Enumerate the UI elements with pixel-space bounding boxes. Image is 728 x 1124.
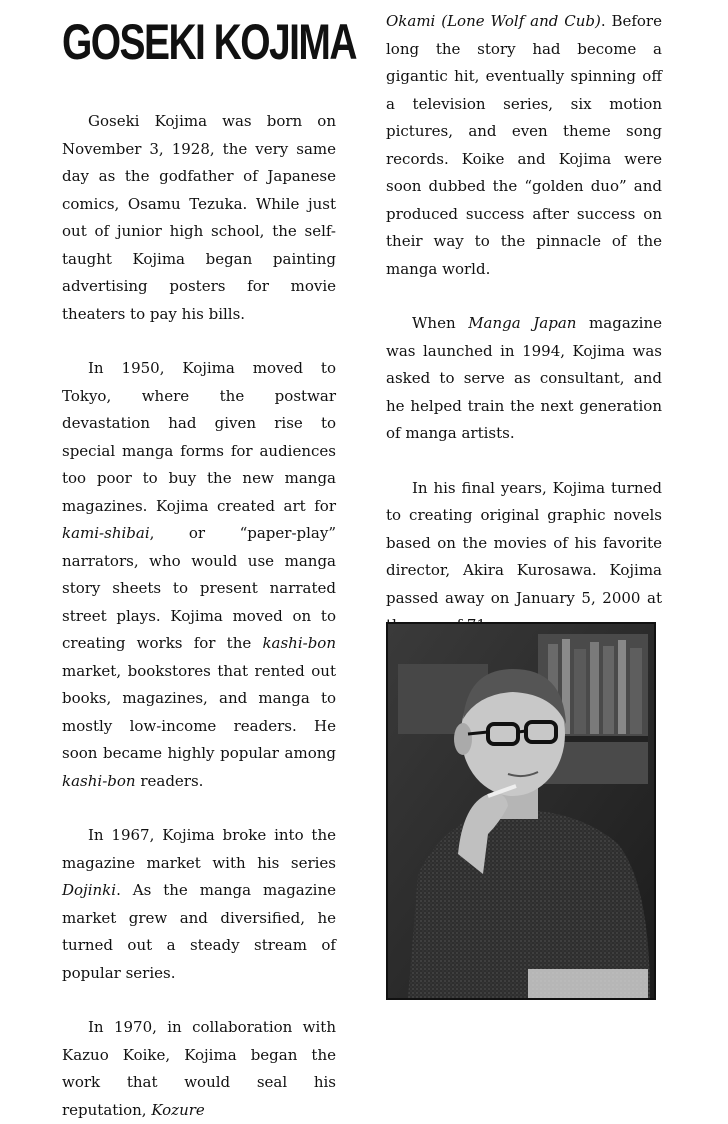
title-lone-wolf-and-cub: (Lone Wolf and Cub) xyxy=(441,12,601,30)
portrait-photo xyxy=(386,622,656,1000)
bio-text: magazine was launched in 1994, Kojima was asked to serve as consultant, and he helped train the next generation of manga artists. xyxy=(386,314,663,442)
right-column xyxy=(386,8,662,640)
bio-paragraph-5 xyxy=(386,8,662,283)
bio-paragraph-7 xyxy=(386,475,662,640)
portrait-photo-icon xyxy=(388,624,654,998)
bio-text: Goseki Kojima was born on November 3, 1928, the very same day as the godfather of Japanese comics, Osamu Tezuka. While just out of junior high school, the self-taught Kojima began painting advertising posters for movie theaters to pay his bills. xyxy=(62,112,336,323)
title-kozure: Kozure xyxy=(151,1100,205,1119)
bio-text: market, bookstores that rented out books, magazines, and manga to mostly low-income readers. He soon became highly popular among xyxy=(62,661,336,762)
term-kashi-bon: kashi-bon xyxy=(262,634,336,652)
bio-text: When xyxy=(412,314,469,332)
bio-text: readers. xyxy=(135,771,204,790)
bio-text: In 1950, Kojima moved to Tokyo, where the postwar devastation had given rise to special manga forms for audiences too poor to buy the new manga magazines. Kojima created art for xyxy=(62,359,336,515)
bio-paragraph-1 xyxy=(62,108,336,328)
bio-text: In 1970, in collaboration with Kazuo Koike, Kojima began the work that would seal his reputation, xyxy=(62,1018,336,1119)
term-kashi-bon: kashi-bon xyxy=(62,771,136,790)
title-manga-japan: Manga Japan xyxy=(468,314,577,332)
title-okami: Okami xyxy=(386,12,436,30)
bio-paragraph-3 xyxy=(62,822,336,987)
bio-paragraph-2 xyxy=(62,355,336,795)
term-kami-shibai: kami-shibai xyxy=(62,524,150,542)
page-title: GOSEKI KOJIMA xyxy=(62,14,356,70)
bio-paragraph-4 xyxy=(62,1014,336,1124)
bio-text: . Before long the story had become a gigantic hit, eventually spinning off a television series, six motion pictures, and even theme song records. Koike and Kojima were soon dubbed the “golden duo” and produced success after success on their way to the pinnacle of the manga world. xyxy=(386,12,662,278)
title-dojinki: Dojinki xyxy=(62,881,117,899)
bio-text: In 1967, Kojima broke into the magazine market with his series xyxy=(62,826,336,872)
left-column xyxy=(62,12,356,1124)
bio-text: , or “paper-play” narrators, who would use manga story sheets to present narrated street plays. Kojima moved on to creating works for the xyxy=(62,524,336,652)
bio-text: . As the manga magazine market grew and diversified, he turned out a steady stream of popular series. xyxy=(62,881,336,982)
bio-paragraph-6 xyxy=(386,310,662,448)
bio-text: In his final years, Kojima turned to creating original graphic novels based on the movies of his favorite director, Akira Kurosawa. Kojima passed away on January 5, 2000 at xyxy=(386,478,662,607)
